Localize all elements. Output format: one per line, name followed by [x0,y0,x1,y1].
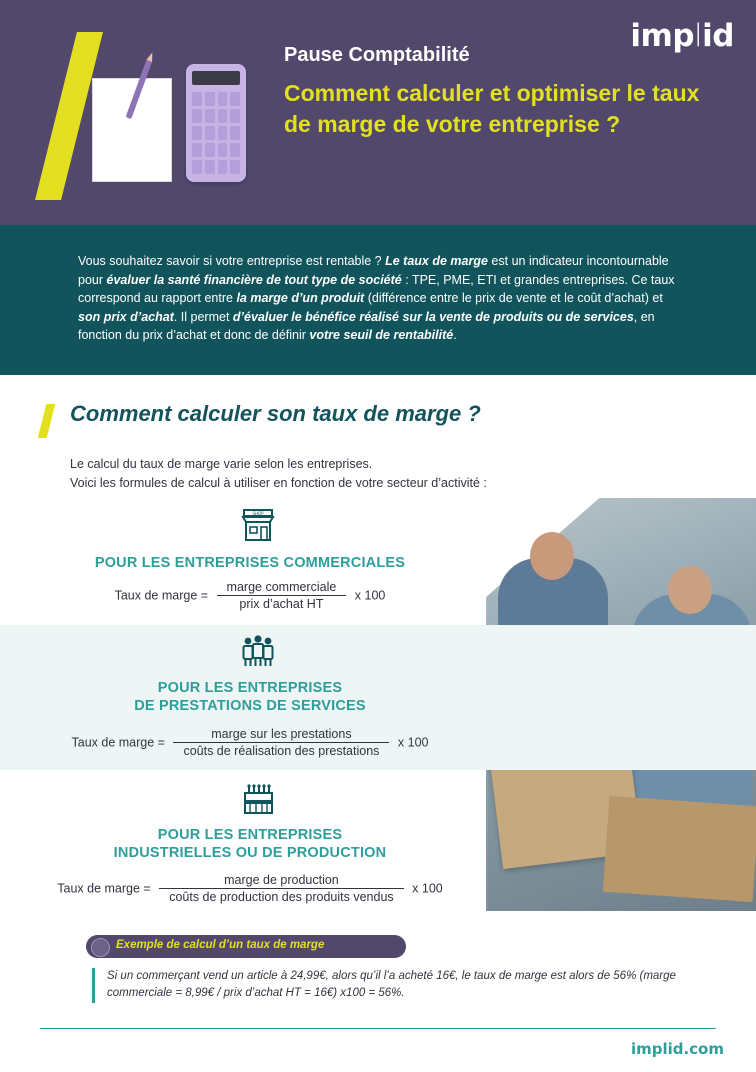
intro-bold-2: évaluer la santé financière de tout type de société [106,272,402,287]
factory-icon [238,779,278,819]
calculator-icon [186,64,246,182]
formula-label-commercial: Taux de marge = [114,588,209,603]
logo-text-left: imp [630,18,695,54]
footer-divider [40,1028,716,1029]
section-subtext-line1: Le calcul du taux de marge varie selon les entreprises. [70,457,373,471]
formula-industrial [0,873,500,904]
block-title-industrial [0,827,500,862]
denominator-industrial: coûts de production des produits vendus [159,888,403,904]
section-subtext [70,455,630,494]
header-kicker: Pause Comptabilité [284,44,470,66]
intro-bold-6: votre seuil de rentabilité [309,328,454,342]
intro-bold-5: d’évaluer le bénéfice réalisé sur la vente de produits ou de services [232,309,634,324]
intro-paragraph [78,252,678,345]
denominator-commercial: prix d’achat HT [217,595,347,611]
fraction-services [173,727,389,758]
header-banner [0,0,756,225]
intro-text-3: : TPE, PME, ETI et grandes entreprises. Ce taux correspond au rapport entre [78,272,675,305]
formula-block-services [0,625,756,770]
footer-website-link[interactable]: implid.com [630,1040,724,1058]
page-title: Comment calculer et optimiser le taux de marge de votre entreprise ? [284,80,700,137]
implid-logo [630,18,734,54]
formula-commercial [0,580,500,611]
example-badge-label: Exemple de calcul d’un taux de marge [116,939,325,951]
section-title: Comment calculer son taux de marge ? [70,401,481,426]
intro-bold-4: son prix d’achat [78,309,174,324]
svg-text:SHOP: SHOP [252,511,264,517]
multiplier-industrial: x 100 [412,881,443,896]
block-title-industrial-line1: POUR LES ENTREPRISES [157,827,343,843]
fraction-commercial [217,580,347,611]
fraction-industrial [159,873,403,904]
yellow-accent-bar [38,404,55,438]
intro-panel [0,225,756,375]
example-text: Si un commerçant vend un article à 24,99€, alors qu’il l’a acheté 16€, le taux de marge est alors de 56% (marge commerciale = 8,99€ / prix d’achat HT = 16€) x100 = 56%. [92,968,707,1003]
numerator-industrial: marge de production [224,873,339,887]
hero-illustration [40,22,255,194]
intro-bold-3: la marge d’un produit [236,291,365,305]
block-title-services-line2: DE PRESTATIONS DE SERVICES [134,697,366,714]
logo-slash: l [694,18,703,54]
intro-bold-1: Le taux de marge [385,254,488,268]
intro-text-4: (différence entre le prix de vente et le coût d’achat) et [364,291,663,305]
notepad-shape [92,78,172,182]
block-title-industrial-line2: INDUSTRIELLES OU DE PRODUCTION [113,844,387,861]
numerator-services: marge sur les prestations [211,727,352,741]
formula-block-industrial [0,775,756,915]
multiplier-services: x 100 [397,735,429,750]
formula-services [0,727,500,758]
example-badge [86,935,406,958]
intro-text-5: . Il permet [173,309,233,324]
multiplier-commercial: x 100 [354,588,386,603]
denominator-services: coûts de réalisation des prestations [173,742,389,758]
intro-text-1: Vous souhaitez savoir si votre entreprise est rentable ? [78,254,386,268]
section-subtext-line2: Voici les formules de calcul à utiliser en fonction de votre secteur d’activité : [70,476,487,491]
calculator-keys [192,92,240,174]
block-title-commercial: POUR LES ENTREPRISES COMMERCIALES [94,555,406,571]
logo-text-right: id [702,18,734,54]
calculator-screen [192,71,240,85]
intro-text-6: , en fonction du prix d’achat et donc de définir [78,309,655,342]
block-title-services-line1: POUR LES ENTREPRISES [157,680,343,696]
people-icon [238,633,278,673]
intro-text-2: est un indicateur incontournable pour [78,254,669,287]
numerator-commercial: marge commerciale [226,580,337,594]
coin-icon [91,938,110,957]
block-title-services [0,680,500,715]
formula-block-commercial [0,498,756,618]
formula-label-services: Taux de marge = [71,735,165,750]
formula-label-industrial: Taux de marge = [57,881,151,896]
shop-icon [238,506,278,546]
intro-text-7: . [453,328,457,342]
